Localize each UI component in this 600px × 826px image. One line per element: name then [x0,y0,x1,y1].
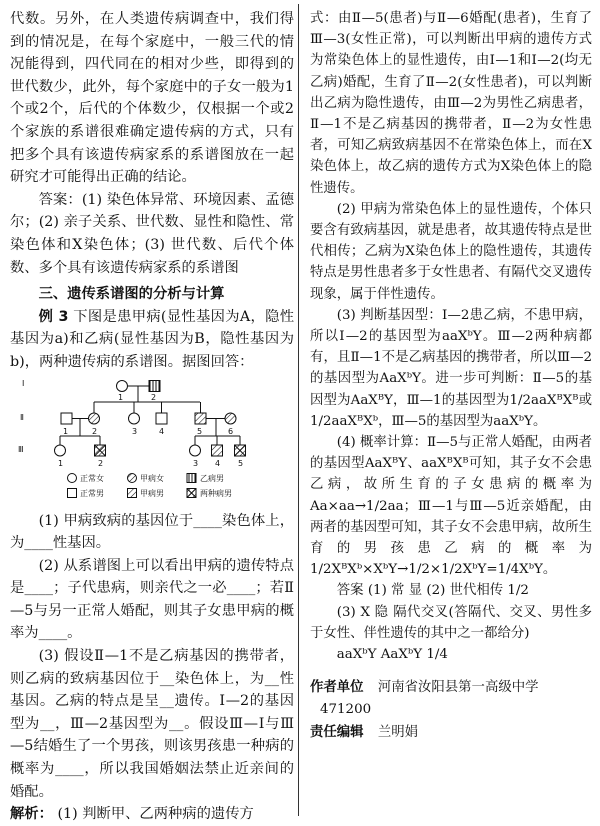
legend-normal-male-icon [68,488,77,497]
example-text: 下图是患甲病(显性基因为A，隐性基因为a)和乙病(显性基因为B，隐性基因为b)，两种遗传病的系谱图。据图回答： [10,308,294,370]
num-III-4: 4 [215,458,221,468]
num-II-6: 6 [228,426,234,436]
intro-paragraph: 代数。另外，在人类遗传病调查中，我们得到的情况是，在每个家庭中，一般三代的情况能得到，四代同在的相对少些，即得到的世代数少，此外，每个家庭中的子女一般为1个或2个，后代的个体数少，仅根据一个或2个家族的系谱很难确定遗传病的方式，只有把多个具有该遗传病家系的系谱图放在一起研究才可能得出正确的结论。 [10,11,294,186]
legend-jia-female-icon [128,473,137,482]
num-III-1: 1 [58,458,64,468]
legend-normal-female: 正常女 [80,473,104,483]
num-I-2: 2 [151,392,157,402]
example-label: 例 3 [38,308,69,325]
answer-paragraph: 答案：(1) 染色体异常、环境因素、孟德尔；(2) 亲子关系、世代数、显性和隐性、常染色体和X染色体；(3) 世代数、后代个体数、多个具有该遗传病家系的系谱图 [10,191,294,276]
gen2-female-normal [129,413,140,424]
gen3-female-normal-2 [190,445,201,456]
analysis-paragraph [10,803,294,826]
analysis-continued: 式：由Ⅱ—5(患者)与Ⅱ—6婚配(患者)，生育了Ⅲ—3(女性正常)，可以判断出甲病的遗传方式为常染色体上的显性遗传，由Ⅰ—1和Ⅰ—2(均无乙病)婚配，生育了Ⅱ—2(女性患者)，可以判断出乙病为隐性遗传，由Ⅲ—2为男性乙病患者，Ⅱ—1不是乙病基因的携带者，Ⅱ—2为女性患者，可知乙病致病基因不在常染色体上，而在X染色体上，故乙病的遗传方式为X染色体上的隐性遗传。 [310,11,592,196]
editor-value: 兰明娟 [377,724,418,740]
analysis-3: (3) 判断基因型：Ⅰ—2患乙病，不患甲病，所以Ⅰ—2的基因型为aaXᵇY。Ⅲ—2两种病都有，且Ⅱ—1不是乙病基因的携带者，所以Ⅲ—2的基因型为AaXᵇY。进一步可判断：Ⅱ—5的基因型为AaXᴮY，Ⅲ—1的基因型为1/2aaXᴮXᴮ或1/2aaXᴮXᵇ，Ⅲ—5的基因型为aaXᵇY。 [310,307,592,429]
gen2-female-jia-2 [225,413,236,424]
answer-line-3: aaXᵇY AaXᵇY 1/4 [336,647,448,663]
author-value: 河南省汝阳县第一高级中学 [377,680,539,696]
legend-normal-male: 正常男 [80,488,104,498]
answer-line-1: 答案 (1) 常 显 (2) 世代相传 1/2 [336,583,529,599]
pedigree-chart [14,376,284,504]
gen2-male-normal-2 [156,413,167,424]
gen-label-3: Ⅲ [18,444,24,454]
num-II-2: 2 [92,426,98,436]
legend-jia-female: 甲病女 [140,473,164,483]
left-column [10,8,294,826]
legend-jia-male: 甲病男 [140,488,164,498]
gen-label-1: Ⅰ [22,378,25,388]
num-III-3: 3 [193,458,199,468]
gen1-female-normal [117,380,128,391]
question-2: (2) 从系谱图上可以看出甲病的遗传特点是____；子代患病，则亲代之一必____；若Ⅱ—5与另一正常人婚配，则其子女患甲病的概率为____。 [10,557,294,642]
gen1-male-yi [149,380,160,391]
analysis-text: (1) 判断甲、乙两种病的遗传方 [57,806,254,823]
gen3-female-normal [55,445,66,456]
answer-line-2: (3) X 隐 隔代交叉(答隔代、交叉、男性多于女性、伴性遗传的其中之一都给分) [310,604,592,641]
postcode: 471200 [320,701,372,717]
question-3: (3) 假设Ⅱ—1不是乙病基因的携带者，则乙病的致病基因位于__染色体上，为__性基因。乙病的特点是呈__遗传。Ⅰ—2的基因型为__，Ⅲ—2基因型为__。假设Ⅲ—Ⅰ与Ⅲ—5结婚生了一个男孩，则该男孩患一种病的概率为____，所以我国婚姻法禁止近亲间的婚配。 [10,648,294,800]
legend-yi-male: 乙病男 [200,473,224,483]
num-II-1: 1 [63,426,69,436]
num-III-2: 2 [98,458,104,468]
analysis-4: (4) 概率计算：Ⅱ—5与正常人婚配，由两者的基因型AaXᴮY、aaXᴮXᴮ可知，其子女不会患乙病，故所生育的子女患病的概率为Aa×aa→1/2aa；Ⅲ—1与Ⅲ—5近亲婚配，由两者的基因型可知，其子女不会患甲病，故所生育的男孩患乙病的概率为1/2XᴮXᵇ×XᵇY→1/2×1/2XᵇY=1/4XᵇY。 [310,435,592,578]
gen-label-2: Ⅱ [20,412,24,422]
gen2-male-jia [195,413,206,424]
legend-normal-female-icon [68,473,77,482]
num-III-5: 5 [238,458,244,468]
legend-both-male: 两种病男 [200,488,232,498]
gen3-male-jia [212,445,223,456]
example-paragraph [10,306,294,374]
gen2-female-jia [89,413,100,424]
num-II-4: 4 [159,426,165,436]
question-1: (1) 甲病致病的基因位于____染色体上，为____性基因。 [10,512,294,552]
num-II-3: 3 [132,426,138,436]
analysis-label: 解析： [10,806,53,823]
editor-label: 责任编辑 [310,724,364,740]
author-row [310,677,592,719]
legend-yi-male-icon [187,473,196,482]
column-divider [298,4,299,816]
section-heading: 三、遗传系谱图的分析与计算 [38,286,225,303]
legend-jia-male-icon [128,488,137,497]
num-II-5: 5 [197,426,203,436]
author-label: 作者单位 [310,680,364,696]
editor-row [310,722,592,743]
right-column [310,8,592,743]
analysis-2: (2) 甲病为常染色体上的显性遗传，个体只要含有致病基因，就是患者，故其遗传特点是世代相传；乙病为X染色体上的隐性遗传，其遗传特点是男性患者多于女性患者、有隔代交叉遗传现象，属于伴性遗传。 [310,201,592,302]
gen2-male-normal [61,413,72,424]
num-I-1: 1 [118,392,124,402]
